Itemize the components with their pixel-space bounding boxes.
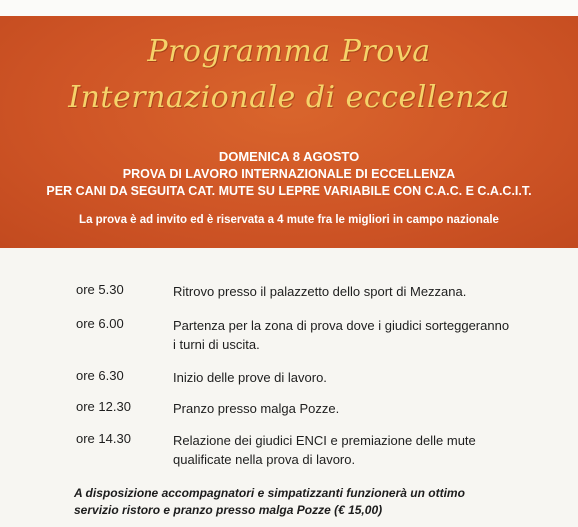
page-top-edge	[0, 0, 578, 16]
schedule-description: Partenza per la zona di prova dove i giudici sorteggeranno i turni di uscita.	[173, 318, 510, 352]
event-date: DOMENICA 8 AGOSTO	[218, 149, 360, 164]
schedule-description: Inizio delle prove di lavoro.	[173, 370, 327, 385]
schedule-time: ore 5.30	[76, 282, 124, 297]
event-description-line2: PER CANI DA SEGUITA CAT. MUTE SU LEPRE VARIABILE CON C.A.C. E C.A.C.I.T.	[46, 184, 532, 198]
schedule-time: ore 14.30	[76, 431, 131, 446]
schedule-time: ore 12.30	[76, 399, 131, 414]
schedule-time: ore 6.00	[76, 316, 124, 331]
footer-line1: A disposizione accompagnatori e simpatizzanti funzionerà un ottimo	[74, 486, 465, 500]
header-banner	[0, 16, 578, 248]
schedule-description: Ritrovo presso il palazzetto dello sport di Mezzana.	[173, 284, 467, 299]
event-description-line1: PROVA DI LAVORO INTERNAZIONALE DI ECCELLENZA	[122, 167, 456, 181]
schedule-description: Relazione dei giudici ENCI e premiazione delle mute qualificate nella prova di lavoro.	[173, 433, 476, 467]
schedule-description: Pranzo presso malga Pozze.	[173, 401, 340, 416]
program-subtitle-title: Internazionale di eccellenza	[68, 80, 510, 115]
footer-line2: servizio ristoro e pranzo presso malga Pozze (€ 15,00)	[74, 503, 383, 517]
footer-note	[74, 485, 534, 519]
program-title: Programma Prova	[147, 34, 431, 69]
invitation-note: La prova è ad invito ed è riservata a 4 mute fra le migliori in campo nazionale	[79, 214, 499, 226]
schedule-time: ore 6.30	[76, 368, 124, 383]
